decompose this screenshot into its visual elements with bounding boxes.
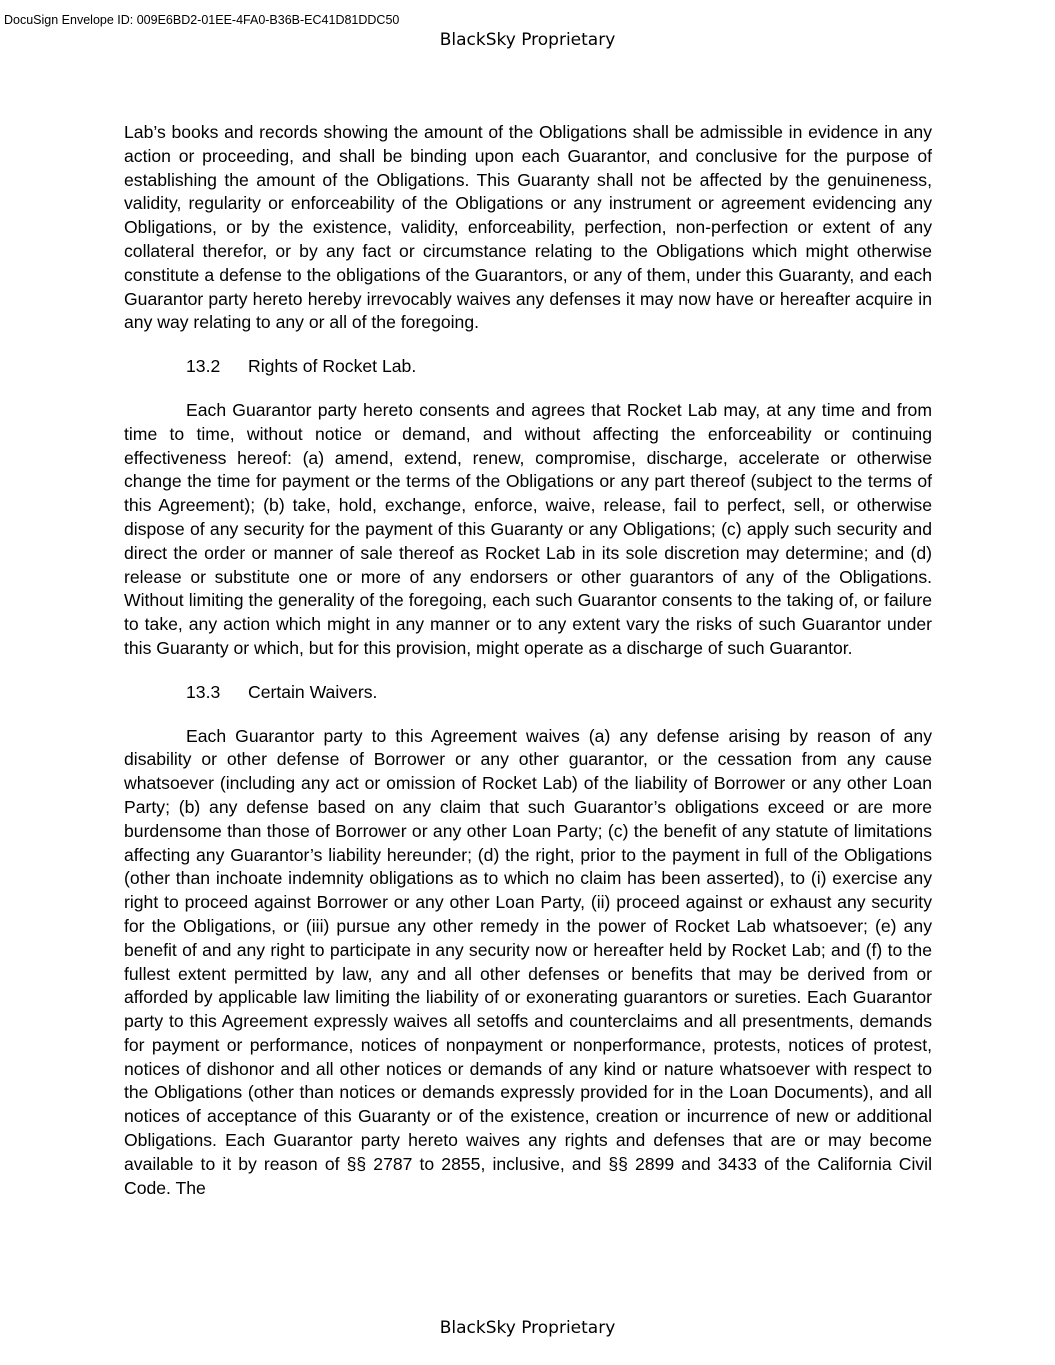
section-number: 13.2 [186,356,221,377]
section-title: Rights of Rocket Lab. [248,356,417,377]
paragraph-13-3: Each Guarantor party to this Agreement waives (a) any defense arising by reason of any disability or other defense of Borrower or any other guarantor, or the cessation from any cause whatsoever (including any act or omission of Rocket Lab) of the liability of Borrower or any other Loan Party; (b) any defense based on any claim that such Guarantor’s obligations exceed or are more burdensome than those of Borrower or any other Loan Party; (c) the benefit of any statute of limitations affecting any Guarantor’s liability hereunder; (d) the right, prior to the payment in full of the Obligations (other than inchoate indemnity obligations as to which no claim has been asserted), to (i) exercise any right to proceed against Borrower or any other Loan Party, (ii) proceed against or exhaust any security for the Obligations, or (iii) pursue any other remedy in the power of Rocket Lab whatsoever; (e) any benefit of and any right to participate in any security now or hereafter held by Rocket Lab; and (f) to the fullest extent permitted by law, any and all other defenses or benefits that may be derived from or afforded by applicable law limiting the liability of or exonerating guarantors or sureties. Each Guarantor party to this Agreement expressly waives all setoffs and counterclaims and all presentments, demands for payment or performance, notices of nonpayment or nonperformance, protests, notices of protest, notices of dishonor and all other notices or demands of any kind or nature whatsoever with respect to the Obligations (other than notices or demands expressly provided for in the Loan Documents), and all notices of acceptance of this Guaranty or of the existence, creation or incurrence of new or additional Obligations. Each Guarantor party hereto waives any rights and defenses that are or may become available to it by reason of §§ 2787 to 2855, inclusive, and §§ 2899 and 3433 of the California Civil Code. The [124,725,932,1198]
section-heading-13-2 [186,355,932,379]
paragraph-13-2: Each Guarantor party hereto consents and agrees that Rocket Lab may, at any time and from time to time, without notice or demand, and without affecting the enforceability or continuing effectiveness hereof: (a) amend, extend, renew, compromise, discharge, accelerate or otherwise change the time for payment or the terms of the Obligations or any part thereof (subject to the terms of this Agreement); (b) take, hold, exchange, enforce, waive, release, fail to perfect, sell, or otherwise dispose of any security for the payment of this Guaranty or any Obligations; (c) apply such security and direct the order or manner of sale thereof as Rocket Lab in its sole discretion may determine; and (d) release or substitute one or more of any endorsers or other guarantors of any of the Obligations. Without limiting the generality of the foregoing, each such Guarantor consents to the taking of, or failure to take, any action which might in any manner or to any extent vary the risks of such Guarantor under this Guaranty or which, but for this provision, might operate as a discharge of such Guarantor. [124,399,932,658]
docusign-envelope-id: DocuSign Envelope ID: 009E6BD2-01EE-4FA0-B36B-EC41D81DDC50 [4,13,400,27]
section-heading-13-3 [186,681,932,705]
page-footer: BlackSky Proprietary [439,1318,616,1338]
section-title: Certain Waivers. [248,681,378,702]
paragraph-continued: Lab’s books and records showing the amount of the Obligations shall be admissible in evidence in any action or proceeding, and shall be binding upon each Guarantor, and conclusive for the purpose of establishing the amount of the Obligations. This Guaranty shall not be affected by the genuineness, validity, regularity or enforceability of the Obligations or any instrument or agreement evidencing any Obligations, or by the existence, validity, enforceability, perfection, non-perfection or extent of any collateral therefor, or by any fact or circumstance relating to the Obligations which might otherwise constitute a defense to the obligations of the Guarantors, or any of them, under this Guaranty, and each Guarantor party hereto hereby irrevocably waives any defenses it may now have or hereafter acquire in any way relating to any or all of the foregoing. [124,122,932,333]
document-body [124,121,932,1200]
section-number: 13.3 [186,681,221,702]
page-header: BlackSky Proprietary [439,30,616,50]
